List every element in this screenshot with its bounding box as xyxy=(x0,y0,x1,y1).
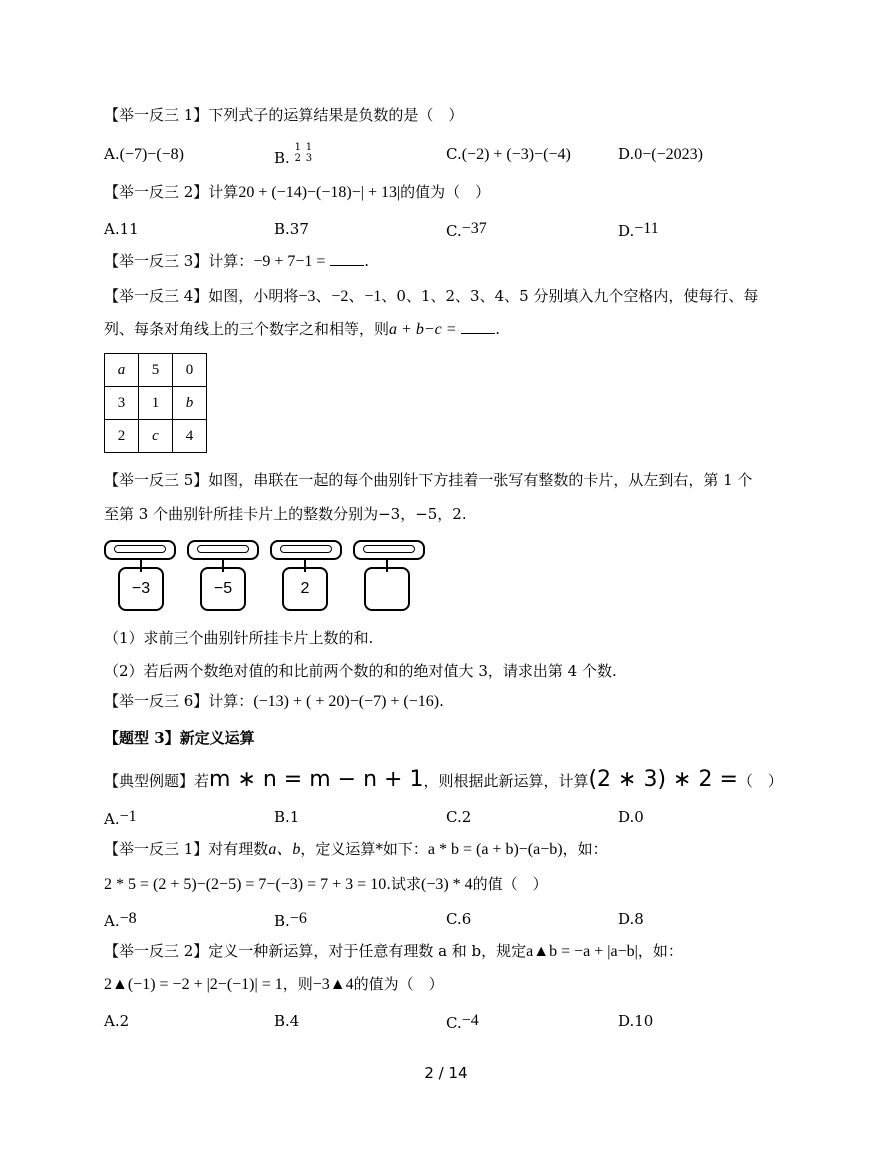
option-label: A. xyxy=(104,145,120,163)
example-expr: m ∗ n = m − n + 1 xyxy=(209,767,424,792)
option-label: D. xyxy=(618,145,635,163)
option-label: A. xyxy=(104,810,120,828)
q5-line2: 至第 3 个曲别针所挂卡片上的整数分别为−3，−5，2. xyxy=(104,505,467,523)
stem-text: 【举一反三 2】定义一种新运算，对于任意有理数 a 和 b，规定 xyxy=(104,942,527,960)
answer-blank xyxy=(461,319,495,334)
nq2-def: a▲b = −a + |a−b| xyxy=(526,943,638,960)
number-card: −3 xyxy=(118,567,164,611)
example-option-d: D.0 xyxy=(618,808,644,826)
option-expr: (−2) + (−3)−(−4) xyxy=(461,146,571,163)
stem-text: . xyxy=(495,320,501,338)
example-option-a xyxy=(104,806,137,830)
option-expr: (−7)−(−8) xyxy=(119,146,184,163)
q2-option-a: A.11 xyxy=(104,220,139,238)
nq2-option-a: A.2 xyxy=(104,1012,130,1030)
option-expr: −11 xyxy=(634,220,659,237)
q1-option-b xyxy=(274,141,312,169)
stem-text: ，则 xyxy=(282,975,313,993)
nq1-option-c: C.6 xyxy=(446,910,472,928)
q6-stem xyxy=(104,690,444,713)
option-expr: −37 xyxy=(461,220,487,237)
example-expr: (2 ∗ 3) ∗ 2 = xyxy=(588,767,738,792)
stem-text: ，如： xyxy=(637,942,683,960)
stem-text: 的值为（ ） xyxy=(353,975,444,993)
stem-text: 列、每条对角线上的三个数字之和相等，则 xyxy=(104,320,390,338)
stem-text: 【典型例题】若 xyxy=(104,772,210,790)
paperclip-icon xyxy=(104,540,176,560)
nq1-def: a * b = (a + b)−(a−b) xyxy=(427,841,563,858)
nq1-option-a xyxy=(104,908,137,932)
fraction: 1 2 xyxy=(294,142,301,164)
nq2-line1 xyxy=(104,940,683,963)
option-label: C. xyxy=(446,222,462,240)
stem-text: 【举一反三 2】计算 xyxy=(104,183,239,201)
grid-cell: 5 xyxy=(139,354,173,387)
stem-text: . xyxy=(439,692,444,710)
q2-expr: 20 + (−14)−(−18)−| + 13| xyxy=(238,184,401,201)
grid-cell: 2 xyxy=(105,420,139,453)
q5-sub2: （2）若后两个数绝对值的和比前两个数的和的绝对值大 3，请求出第 4 个数. xyxy=(104,662,617,680)
q4-line1 xyxy=(104,285,758,308)
stem-text: 【举一反三 4】如图，小明将 xyxy=(104,287,299,305)
number-card: 2 xyxy=(282,567,328,611)
nq2-option-d: D.10 xyxy=(618,1012,654,1030)
q5-sub1: （1）求前三个曲别针所挂卡片上数的和. xyxy=(104,629,374,647)
stem-text: ，则根据此新运算，计算 xyxy=(423,772,589,790)
paperclip-icon xyxy=(187,540,259,560)
nq1-example-expr: 2 * 5 = (2 + 5)−(2−5) = 7−(−3) = 7 + 3 = 10 xyxy=(104,876,387,893)
magic-square-grid xyxy=(104,353,207,453)
nq2-expr: −3▲4 xyxy=(312,976,354,993)
option-expr: −1 xyxy=(119,808,137,825)
q2-option-d xyxy=(618,218,659,242)
stem-text: 【举一反三 3】计算： xyxy=(104,252,254,270)
example-stem xyxy=(104,766,783,795)
q5-line1: 【举一反三 5】如图，串联在一起的每个曲别针下方挂着一张写有整数的卡片，从左到右，第 1 个 xyxy=(104,471,753,489)
nq1-vars: a、b xyxy=(268,841,301,858)
grid-cell: b xyxy=(173,387,207,420)
example-option-c: C.2 xyxy=(446,808,472,826)
number-card xyxy=(364,567,410,611)
nq1-line1 xyxy=(104,838,608,861)
q1-option-a xyxy=(104,143,184,166)
number-card: −5 xyxy=(200,567,246,611)
q1-option-c xyxy=(446,143,571,166)
grid-cell: 4 xyxy=(173,420,207,453)
stem-text: 【举一反三 1】对有理数 xyxy=(104,840,269,858)
option-expr: −6 xyxy=(289,910,307,927)
q6-expr: (−13) + ( + 20)−(−7) + (−16) xyxy=(253,693,440,710)
stem-text: . xyxy=(364,252,369,270)
stem-text: .试求 xyxy=(386,875,421,893)
stem-text: 的值为（ ） xyxy=(400,183,491,201)
q2-stem xyxy=(104,181,490,204)
option-expr: −4 xyxy=(461,1012,479,1029)
q4-expr: a + b−c = xyxy=(389,321,457,338)
section-title: 【题型 3】新定义运算 xyxy=(104,729,255,747)
q2-option-b: B.37 xyxy=(274,220,309,238)
nq2-example-expr: 2▲(−1) = −2 + |2−(−1)| = 1 xyxy=(104,976,283,993)
grid-cell: 0 xyxy=(173,354,207,387)
grid-cell: c xyxy=(139,420,173,453)
stem-text: 的值（ ） xyxy=(472,875,548,893)
q1-option-d xyxy=(618,143,703,166)
nq2-line2 xyxy=(104,973,444,996)
q1-stem: 【举一反三 1】下列式子的运算结果是负数的是（ ） xyxy=(104,106,464,124)
option-label: C. xyxy=(446,145,462,163)
q3-stem xyxy=(104,250,369,273)
option-label: B. xyxy=(274,912,290,930)
fraction: 1 3 xyxy=(305,142,313,164)
nq1-expr: (−3) * 4 xyxy=(420,876,473,893)
option-label: B. xyxy=(274,149,290,167)
q4-numbers: −3、−2、−1 xyxy=(298,288,382,305)
grid-cell: 1 xyxy=(139,387,173,420)
stem-text: ，定义运算*如下： xyxy=(300,840,428,858)
paperclip-icon xyxy=(353,540,425,560)
nq2-option-b: B.4 xyxy=(274,1012,300,1030)
page-number: 2 / 14 xyxy=(424,1064,468,1082)
q4-line2 xyxy=(104,318,500,341)
nq1-option-d: D.8 xyxy=(618,910,644,928)
option-label: C. xyxy=(446,1014,462,1032)
q3-expr: −9 + 7−1 = xyxy=(253,253,326,270)
option-label: A. xyxy=(104,912,120,930)
paperclip-icon xyxy=(270,540,342,560)
option-expr: −8 xyxy=(119,910,137,927)
grid-cell: a xyxy=(105,354,139,387)
option-expr: 0−(−2023) xyxy=(634,146,703,163)
nq1-option-b xyxy=(274,908,307,932)
nq1-line2 xyxy=(104,873,548,896)
example-option-b: B.1 xyxy=(274,808,300,826)
stem-text: 、0、1、2、3、4、5 分别填入九个空格内，使每行、每 xyxy=(381,287,759,305)
stem-text: 【举一反三 6】计算： xyxy=(104,692,254,710)
option-label: D. xyxy=(618,222,635,240)
stem-text: ，如： xyxy=(562,840,608,858)
q2-option-c xyxy=(446,218,487,242)
answer-blank xyxy=(330,251,364,266)
nq2-option-c xyxy=(446,1010,479,1034)
grid-cell: 3 xyxy=(105,387,139,420)
stem-text: （ ） xyxy=(737,772,783,790)
